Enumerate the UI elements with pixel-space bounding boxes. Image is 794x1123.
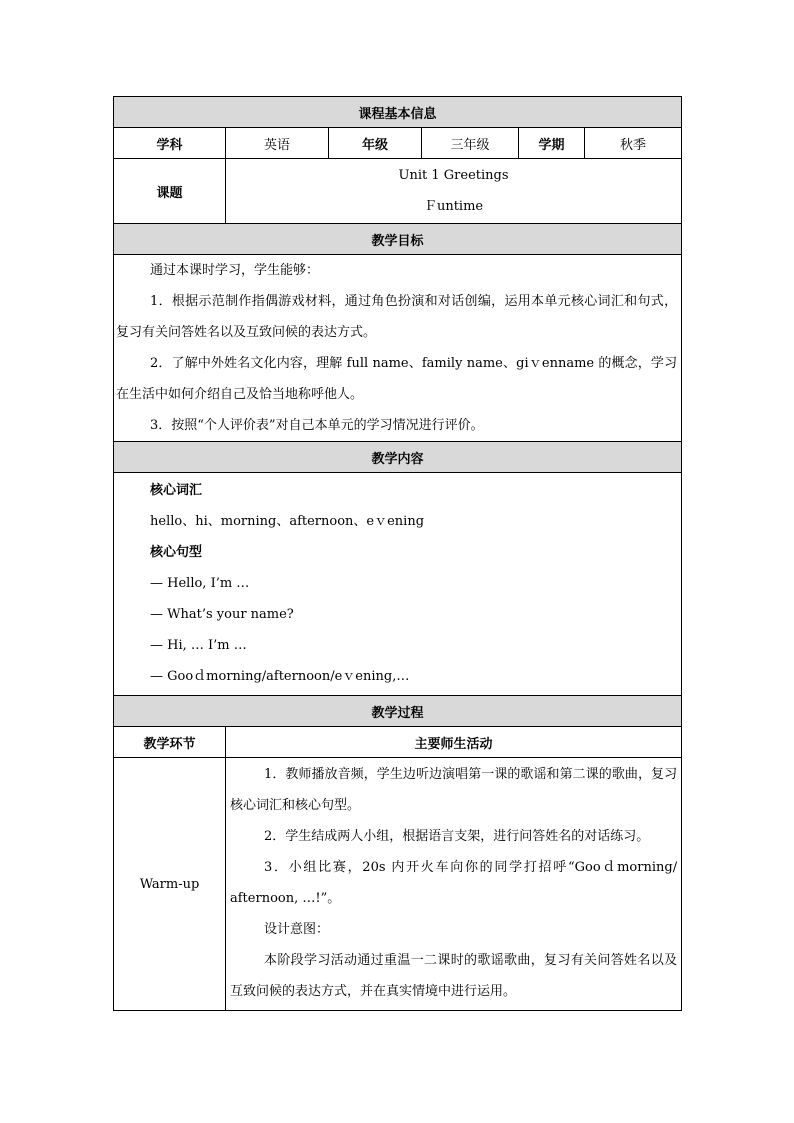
pattern-line-1: — Hello, I’m … <box>150 576 250 591</box>
subject-value: 英语 <box>226 128 329 159</box>
activity-body <box>226 758 682 1011</box>
pattern-line-2: — What’s your name? <box>150 607 294 622</box>
objective-item-1: 1．根据示范制作指偶游戏材料，通过角色扮演和对话创编，运用本单元核心词汇和句式，复习有关问答姓名以及互致问候的表达方式。 <box>116 294 678 340</box>
basic-info-header: 课程基本信息 <box>114 97 682 128</box>
activity-item-3: 3．小组比赛，20s 内开火车向你的同学打招呼“Gooｄmorning/ afternoon, …!”。 <box>230 860 678 906</box>
lesson-plan-table <box>113 96 682 1011</box>
content-header: 教学内容 <box>114 442 682 473</box>
vocab-heading: 核心词汇 <box>150 483 203 498</box>
topic-line-1: Unit 1 Greetings <box>398 168 509 183</box>
objectives-intro: 通过本课时学习，学生能够： <box>150 263 320 278</box>
pattern-heading: 核心句型 <box>150 545 203 560</box>
content-body <box>114 473 682 696</box>
design-intent-label: 设计意图： <box>264 922 330 937</box>
grade-label: 年级 <box>329 128 422 159</box>
process-header: 教学过程 <box>114 696 682 727</box>
subject-label: 学科 <box>114 128 226 159</box>
grade-value: 三年级 <box>422 128 519 159</box>
pattern-line-3: — Hi, … I’m … <box>150 638 247 653</box>
stage-name: Warm-up <box>114 758 226 1011</box>
objective-item-2: 2．了解中外姓名文化内容，理解 full name、family name、giｖenname 的概念，学习在生活中如何介绍自己及恰当地称呼他人。 <box>116 356 678 402</box>
objectives-body <box>114 255 682 442</box>
stage-column-header: 教学环节 <box>114 727 226 758</box>
activity-item-2: 2．学生结成两人小组，根据语言支架，进行问答姓名的对话练习。 <box>264 829 650 844</box>
topic-line-2: Ｆuntime <box>423 199 484 214</box>
design-intent-text: 本阶段学习活动通过重温一二课时的歌谣歌曲，复习有关问答姓名以及互致问候的表达方式，并在真实情境中进行运用。 <box>230 953 678 999</box>
vocab-list: hello、hi、morning、afternoon、eｖening <box>150 514 425 529</box>
pattern-line-4: — Gooｄmorning/afternoon/eｖening,… <box>150 669 410 684</box>
activity-item-1: 1．教师播放音频，学生边听边演唱第一课的歌谣和第二课的歌曲，复习核心词汇和核心句型。 <box>230 767 678 813</box>
topic-label: 课题 <box>114 159 226 224</box>
objectives-header: 教学目标 <box>114 224 682 255</box>
term-value: 秋季 <box>585 128 682 159</box>
objective-item-3: 3．按照“个人评价表”对自己本单元的学习情况进行评价。 <box>150 418 484 433</box>
activity-column-header: 主要师生活动 <box>226 727 682 758</box>
topic-value <box>226 159 682 224</box>
term-label: 学期 <box>519 128 585 159</box>
